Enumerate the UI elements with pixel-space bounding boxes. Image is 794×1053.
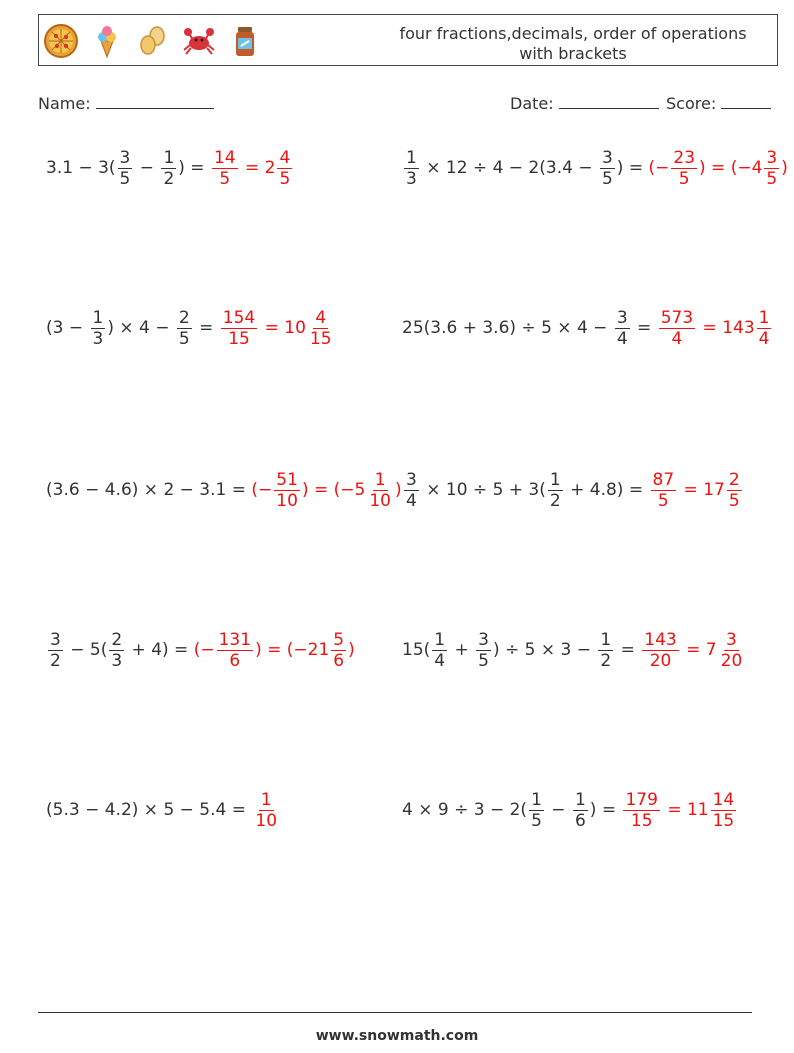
denominator: 10: [255, 810, 278, 831]
problem-6: [402, 460, 744, 520]
fraction: [161, 148, 176, 189]
numerator: 14: [712, 789, 735, 810]
numerator: 4: [279, 147, 291, 168]
fraction: [432, 630, 447, 671]
fraction: [615, 308, 630, 349]
answer-text: (−: [648, 158, 670, 178]
worksheet-title: [383, 24, 763, 64]
numerator: 1: [574, 789, 586, 810]
answer-text: ) = (−4: [699, 158, 763, 178]
answer-fraction: [277, 148, 292, 189]
answer-fraction: [764, 148, 779, 189]
denominator: 4: [406, 490, 417, 511]
denominator: 15: [630, 810, 653, 831]
denominator: 5: [119, 168, 131, 189]
denominator: 15: [309, 328, 332, 349]
numerator: 4: [315, 307, 327, 328]
expression-text: ) =: [616, 158, 649, 178]
denominator: 4: [758, 328, 770, 349]
numerator: 131: [218, 629, 252, 650]
answer-fraction: [719, 630, 745, 671]
answer-text: = 2: [239, 158, 276, 178]
denominator: 10: [276, 490, 298, 511]
numerator: 3: [406, 469, 417, 490]
denominator: 5: [678, 168, 690, 189]
denominator: 5: [728, 490, 740, 511]
denominator: 15: [228, 328, 250, 349]
answer-fraction: [217, 630, 253, 671]
expression-text: (3 −: [46, 318, 89, 338]
expression-text: =: [631, 318, 657, 338]
numerator: 154: [222, 307, 256, 328]
name-label: Name:: [38, 94, 91, 113]
worksheet-header: [38, 14, 778, 66]
denominator: 4: [671, 328, 683, 349]
footer-divider: [38, 1012, 752, 1013]
numerator: 5: [333, 629, 345, 650]
denominator: 20: [649, 650, 672, 671]
title-line-1: four fractions,decimals, order of operations: [399, 24, 747, 43]
numerator: 2: [728, 469, 740, 490]
expression-text: − 5(: [64, 640, 108, 660]
expression-text: ) =: [589, 800, 622, 820]
denominator: 2: [50, 650, 61, 671]
fraction: [476, 630, 491, 671]
ice-cream-icon: [89, 23, 125, 59]
expression-text: (5.3 − 4.2) × 5 − 5.4 =: [46, 800, 252, 820]
answer-fraction: [651, 470, 677, 511]
expression-text: 25(3.6 + 3.6) ÷ 5 × 4 −: [402, 318, 613, 338]
denominator: 6: [333, 650, 345, 671]
expression-text: 3.1 − 3(: [46, 158, 116, 178]
problem-1: [46, 138, 294, 198]
answer-fraction: [253, 790, 279, 831]
expression-text: × 10 ÷ 5 + 3(: [420, 480, 546, 500]
numerator: 2: [178, 307, 190, 328]
numerator: 87: [652, 469, 675, 490]
name-blank[interactable]: [96, 94, 214, 109]
numerator: 1: [758, 307, 770, 328]
answer-text: = 7: [680, 640, 717, 660]
expression-text: ) × 4 −: [107, 318, 175, 338]
answer-fraction: [623, 790, 659, 831]
answer-fraction: [331, 630, 346, 671]
answer-fraction: [274, 470, 300, 511]
expression-text: (3.6 − 4.6) × 2 − 3.1 =: [46, 480, 252, 500]
answer-fraction: [711, 790, 737, 831]
answer-text: = 11: [661, 800, 709, 820]
expression-text: =: [615, 640, 641, 660]
fraction: [109, 630, 124, 671]
jar-icon: [227, 23, 263, 59]
problem-4: [402, 298, 773, 358]
answer-fraction: [212, 148, 238, 189]
answer-text: ): [781, 158, 788, 178]
score-field[interactable]: [666, 94, 771, 113]
expression-text: ) ÷ 5 × 3 −: [492, 640, 597, 660]
answer-fraction: [367, 470, 393, 511]
denominator: 5: [219, 168, 231, 189]
score-blank[interactable]: [721, 94, 771, 109]
numerator: 1: [600, 629, 612, 650]
numerator: 179: [625, 789, 658, 810]
numerator: 1: [374, 469, 386, 490]
date-label: Date:: [510, 94, 554, 113]
numerator: 2: [111, 629, 123, 650]
denominator: 6: [229, 650, 241, 671]
problem-9: [46, 780, 281, 840]
answer-text: ): [348, 640, 355, 660]
numerator: 3: [616, 307, 628, 328]
denominator: 3: [406, 168, 417, 189]
problem-10: [402, 780, 738, 840]
numerator: 3: [50, 629, 61, 650]
problem-7: [46, 620, 355, 680]
answer-text: = 10: [259, 318, 306, 338]
answer-fraction: [671, 148, 697, 189]
answer-text: = 143: [697, 318, 755, 338]
fraction: [600, 148, 615, 189]
fraction: [118, 148, 133, 189]
title-line-2: with brackets: [519, 44, 627, 63]
expression-text: + 4) =: [126, 640, 194, 660]
numerator: 23: [673, 147, 696, 168]
denominator: 4: [616, 328, 628, 349]
denominator: 5: [178, 328, 190, 349]
header-icons: [43, 22, 273, 60]
numerator: 143: [644, 629, 677, 650]
footer-url[interactable]: www.snowmath.com: [315, 1028, 479, 1044]
problem-3: [46, 298, 336, 358]
denominator: 5: [279, 168, 291, 189]
numerator: 1: [434, 629, 446, 650]
expression-text: =: [193, 318, 219, 338]
answer-text: ): [394, 480, 402, 500]
answer-text: = 17: [678, 480, 725, 500]
denominator: 3: [92, 328, 104, 349]
denominator: 5: [766, 168, 778, 189]
problem-8: [402, 620, 746, 680]
expression-text: −: [545, 800, 571, 820]
denominator: 20: [720, 650, 743, 671]
numerator: 3: [478, 629, 489, 650]
answer-text: ) = (−21: [255, 640, 330, 660]
problem-5: [46, 460, 402, 520]
name-field[interactable]: [38, 94, 214, 113]
numerator: 3: [766, 147, 778, 168]
eggs-icon: [135, 23, 171, 59]
denominator: 4: [434, 650, 446, 671]
numerator: 1: [92, 307, 104, 328]
expression-text: ) =: [178, 158, 210, 178]
denominator: 2: [600, 650, 612, 671]
fraction: [177, 308, 192, 349]
numerator: 1: [260, 789, 272, 810]
answer-text: (−: [251, 480, 273, 500]
pizza-icon: [43, 23, 79, 59]
fraction: [404, 148, 419, 189]
crab-icon: [181, 23, 217, 59]
fraction: [48, 630, 63, 671]
answer-fraction: [221, 308, 257, 349]
denominator: 6: [574, 810, 586, 831]
date-blank[interactable]: [559, 94, 659, 109]
expression-text: +: [449, 640, 475, 660]
denominator: 2: [163, 168, 175, 189]
answer-fraction: [642, 630, 678, 671]
denominator: 15: [712, 810, 735, 831]
expression-text: 4 × 9 ÷ 3 − 2(: [402, 800, 528, 820]
expression-text: + 4.8) =: [564, 480, 649, 500]
answer-fraction: [727, 470, 742, 511]
denominator: 2: [549, 490, 561, 511]
answer-fraction: [308, 308, 334, 349]
fraction: [598, 630, 613, 671]
numerator: 1: [406, 147, 417, 168]
numerator: 14: [213, 147, 236, 168]
numerator: 3: [726, 629, 737, 650]
fraction: [404, 470, 419, 511]
problem-2: [402, 138, 788, 198]
date-field[interactable]: [510, 94, 659, 113]
expression-text: × 12 ÷ 4 − 2(3.4 −: [420, 158, 598, 178]
denominator: 10: [369, 490, 391, 511]
expression-text: −: [134, 158, 160, 178]
numerator: 1: [531, 789, 542, 810]
numerator: 573: [660, 307, 694, 328]
expression-text: 15(: [402, 640, 431, 660]
denominator: 5: [478, 650, 489, 671]
numerator: 1: [163, 147, 175, 168]
answer-text: ) = (−5: [301, 480, 366, 500]
answer-text: (−: [193, 640, 215, 660]
numerator: 3: [119, 147, 131, 168]
answer-fraction: [659, 308, 695, 349]
denominator: 5: [531, 810, 542, 831]
denominator: 5: [657, 490, 669, 511]
score-label: Score:: [666, 94, 717, 113]
numerator: 1: [549, 469, 561, 490]
answer-fraction: [757, 308, 772, 349]
denominator: 5: [601, 168, 613, 189]
fraction: [529, 790, 544, 831]
fraction: [91, 308, 106, 349]
numerator: 3: [601, 147, 613, 168]
fraction: [573, 790, 588, 831]
numerator: 51: [276, 469, 298, 490]
denominator: 3: [111, 650, 123, 671]
fraction: [548, 470, 563, 511]
